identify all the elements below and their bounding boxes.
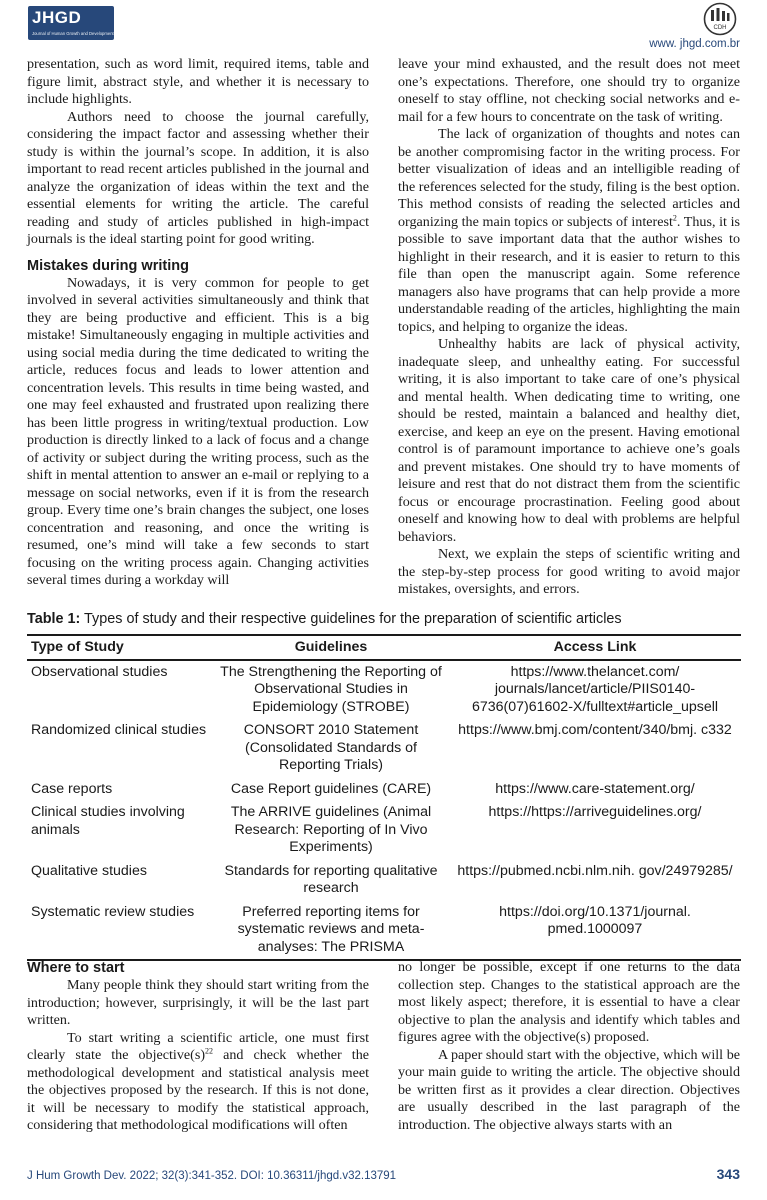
study-type-cell: Systematic review studies [27, 901, 213, 961]
paragraph: presentation, such as word limit, required items, table and figure limit, abstract style, and whether it is necessary to include highlights. [27, 56, 369, 107]
right-column-bottom [398, 959, 740, 1134]
table-row [27, 778, 741, 802]
guideline-cell: Standards for reporting qualitative research [224, 862, 438, 896]
paragraph: Authors need to choose the journal carefully, considering the impact factor and assessing whether their study is within the journal’s scope. In addition, it is also important to read recent articles published in the journal and analyze the organization of ideas within the text and the essential elements for writing the article. The careful reading and study of articles published in high-impact journals is the ideal starting point for good writing. [27, 108, 369, 247]
study-type-cell: Randomized clinical studies [31, 722, 207, 738]
section-heading-where-to-start: Where to start [27, 960, 125, 976]
table-header-row [27, 635, 741, 660]
paragraph: leave your mind exhausted, and the result does not meet one’s expectations. Therefore, one should try to organize oneself to stay offline, not checking social networks and e-mail for a few hours to concentrate on the task of writing. [398, 56, 740, 125]
paragraph: Next, we explain the steps of scientific writing and the step-by-step process for good writing to avoid major mistakes, oversights, and errors. [398, 546, 740, 597]
guideline-cell: Preferred reporting items for systematic reviews and meta-analyses: The PRISMA [213, 901, 449, 961]
study-type-cell: Qualitative studies [31, 862, 147, 879]
column-header: Type of Study [27, 635, 213, 660]
cdh-label: CDH [713, 25, 727, 31]
table-row [27, 801, 741, 860]
guideline-cell: CONSORT 2010 Statement (Consolidated Standards of Reporting Trials) [243, 722, 419, 773]
table-row [27, 860, 741, 901]
column-header: Access Link [449, 635, 741, 660]
page-number: 343 [716, 1166, 740, 1182]
paragraph: The lack of organization of thoughts and notes can be another compromising factor in the writing process. For better visualization of ideas and an intelligible reading of the references selected for the study, filing is the best option. This method consists of reading the selected articles and organizing the main topics or subjects of interest$^2$. Thus, it is possible to save important data that the author wishes to highlight in their research, and it is easier to return to this file than open the manuscript again. Some reference managers also have programs that can help provide a more understandable reading of the articles, highlighting the main topics, and helping to organize the ideas. [398, 126, 740, 335]
paragraph: Nowadays, it is very common for people to get involved in several activities simultaneously and think that they are being productive and efficient. This is a big mistake! Simultaneously engaging in multiple activities and using social media during the time dedicated to writing the article, reduces focus and leads to lower attention and concentration levels. This results in time being wasted, and one may feel exhausted and frustrated upon realizing there has been little progress in writing/textual production. Low production is directly linked to a lack of focus and a change of activity or subject during the writing process, such as the shift in mental attention to answer an e-mail or replying to a message on social networks, even if it is from the research group. Every time one’s brain changes the subject, one loses concentration and reasoning, and once the writing is resumed, one’s mind will take a few seconds to start focusing on the writing process again. Changing activities several times during a workday will [27, 274, 369, 588]
section-heading-mistakes: Mistakes during writing [27, 257, 189, 274]
access-link[interactable]: https://doi.org/10.1371/journal. pmed.1000097 [449, 901, 741, 961]
column-header: Guidelines [213, 635, 449, 660]
table-row [27, 901, 741, 961]
citation-superscript: 2 [672, 212, 677, 222]
access-link[interactable]: https://pubmed.ncbi.nlm.nih. gov/24979285/ [457, 862, 733, 879]
guideline-cell: The ARRIVE guidelines (Animal Research: Reporting of In Vivo Experiments) [230, 804, 432, 855]
left-column-top [27, 56, 369, 590]
access-link[interactable]: https://www.care-statement.org/ [495, 780, 695, 797]
paragraph: To start writing a scientific article, one must first clearly state the $objective(s)^{22}$ and check whether the methodological development and statistical analysis meet the objectives proposed by the research. If this is not done, it will be necessary to modify the statistical approach, considering that methodological modifications will often [27, 1029, 369, 1133]
guideline-cell: Case Report guidelines (CARE) [230, 780, 432, 797]
journal-website[interactable]: www. jhgd.com.br [649, 38, 740, 50]
cdh-logo-icon [703, 2, 737, 36]
paragraph: A paper should start with the objective, which will be your main guide to writing the article. The objective should be written first as it provides a clear direction. Objectives are usually described in the last paragraph of the introduction. The objective always starts with an [398, 1046, 740, 1133]
access-link[interactable]: https://www.bmj.com/content/340/bmj. c332 [458, 722, 732, 738]
logo-subtitle: Journal of Human Growth and Development [32, 31, 114, 36]
table-row [27, 719, 741, 778]
table-caption-label: Table 1: [27, 611, 81, 627]
access-link[interactable]: https://https://arriveguidelines.org/ [488, 804, 702, 820]
paragraph: Many people think they should start writing from the introduction; however, surprisingly, it will be the last part written. [27, 977, 369, 1028]
table-caption: Table 1: Types of study and their respective guidelines for the preparation of scientific articles [27, 611, 622, 627]
right-column-top [398, 56, 740, 599]
journal-logo [28, 6, 114, 40]
paragraph: Unhealthy habits are lack of physical activity, inadequate sleep, and unhealthy eating. For successful writing, it is also important to take care of one’s physical and mental health. When dedicating time to writing, one should be rested, maintain a balanced and healthy diet, exercise, and keep an eye on the present. Having emotional control is of paramount importance to achieve one’s goals and prevent mistakes. One should try to have moments of leisure and rest that do not distract them from the scientific focus or encourage procrastination. Feeling good about oneself and knowing how to deal with problems are helpful behaviors. [398, 336, 740, 545]
table-row [27, 660, 741, 720]
guidelines-table [27, 634, 741, 961]
study-type-cell: Case reports [31, 780, 113, 797]
access-link[interactable]: https://www.thelancet.com/ journals/lancet/article/PIIS0140-6736(07)61602-X/fulltext#article_upsell [471, 663, 719, 715]
study-type-cell: Clinical studies involving animals [31, 804, 185, 838]
study-type-cell: Observational studies [31, 663, 168, 680]
footer-citation: J Hum Growth Dev. 2022; 32(3):341-352. DOI: 10.36311/jhgd.v32.13791 [27, 1170, 397, 1182]
paragraph: no longer be possible, except if one returns to the data collection step. Changes to the statistical approach are the most likely aspect; therefore, it is essential to have a clear objective to plan the analysis and identify which tables and figures agree with the objective(s) proposed. [398, 959, 740, 1045]
logo-text: JHGD [32, 8, 82, 27]
citation-superscript: 22 [205, 1046, 214, 1056]
left-column-bottom [27, 959, 369, 1135]
guideline-cell: The Strengthening the Reporting of Observational Studies in Epidemiology (STROBE) [220, 663, 442, 715]
